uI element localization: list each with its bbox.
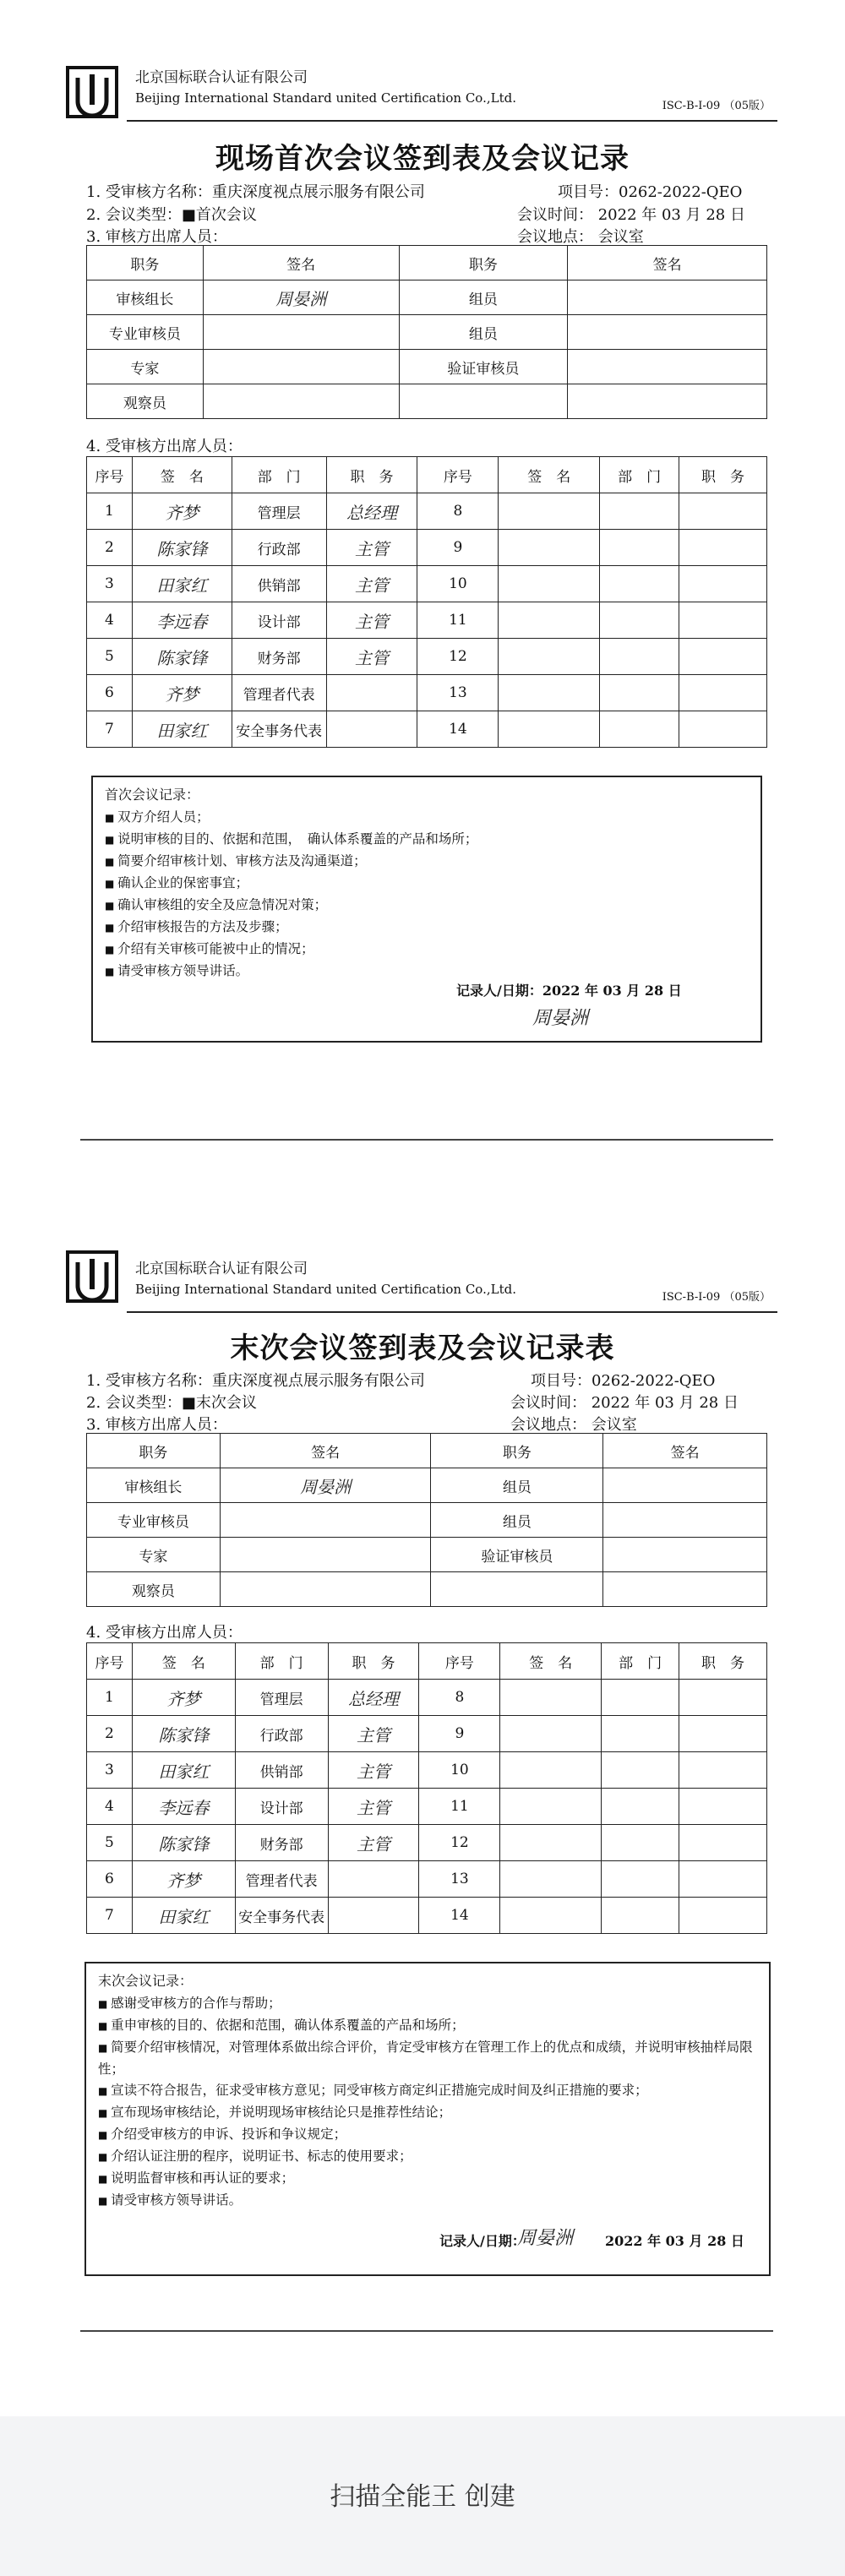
signature-cell: 陈家锋 <box>132 530 232 566</box>
list-item: ■ 介绍认证注册的程序，说明证书、标志的使用要求； <box>98 2146 769 2168</box>
list-item: ■ 简要介绍审核情况，对管理体系做出综合评价，肯定受审核方在管理工作上的优点和成绩，并说明审核抽样局限性； <box>98 2037 769 2080</box>
scanner-footer <box>0 2416 845 2576</box>
department-cell <box>600 711 679 748</box>
meeting-type-line <box>86 203 257 225</box>
attendee-table-header <box>87 457 767 493</box>
list-item: ■ 重申审核的目的、依据和范围，确认体系覆盖的产品和场所； <box>98 2015 769 2037</box>
meeting-record-box <box>84 1962 771 2276</box>
list-item: ■ 说明监督审核和再认证的要求； <box>98 2168 769 2190</box>
department-cell: 供销部 <box>235 1752 328 1789</box>
record-heading: 首次会议记录： <box>105 787 200 803</box>
meeting-time: 会议时间： 2022 年 03 月 28 日 <box>517 206 745 224</box>
department-cell: 行政部 <box>232 530 326 566</box>
table-row <box>87 384 767 419</box>
meeting-place: 会议地点： 会议室 <box>517 228 644 246</box>
title-cell: 主管 <box>328 1825 419 1861</box>
list-item: ■ 介绍审核报告的方法及步骤； <box>105 917 760 939</box>
title-cell <box>679 493 767 530</box>
signature-cell <box>220 1538 431 1572</box>
signature-cell <box>500 1825 602 1861</box>
signature-cell <box>568 280 767 315</box>
row-number: 11 <box>419 1789 500 1825</box>
col-header: 签 名 <box>132 1643 235 1680</box>
table-row <box>87 493 767 530</box>
meeting-record-box <box>91 776 762 1043</box>
signature-cell <box>203 315 399 350</box>
org-name-cn: 北京国标联合认证有限公司 <box>135 1261 308 1277</box>
department-cell <box>602 1861 679 1898</box>
row-number: 13 <box>417 675 499 711</box>
department-cell <box>600 602 679 639</box>
department-cell: 管理层 <box>235 1680 328 1716</box>
signature-cell <box>499 530 600 566</box>
signature-cell <box>499 675 600 711</box>
row-number: 9 <box>419 1716 500 1752</box>
signature-cell: 齐梦 <box>132 675 232 711</box>
scanner-brand: 扫描全能王 创建 <box>330 2482 515 2512</box>
meeting-type-label: 2. 会议类型： <box>86 206 182 224</box>
department-cell: 安全事务代表 <box>235 1898 328 1934</box>
department-cell: 财务部 <box>235 1825 328 1861</box>
department-cell <box>600 493 679 530</box>
signature-cell <box>603 1503 767 1538</box>
title-cell <box>679 1789 767 1825</box>
list-item: ■ 感谢受审核方的合作与帮助； <box>98 1993 769 2015</box>
row-number: 6 <box>87 1861 133 1898</box>
page-title: 末次会议签到表及会议记录表 <box>230 1332 615 1365</box>
table-row <box>87 1538 767 1572</box>
col-header: 签 名 <box>499 457 600 493</box>
table-row <box>87 639 767 675</box>
col-header: 签 名 <box>132 457 232 493</box>
role-cell: 观察员 <box>87 1572 221 1607</box>
record-list <box>86 1993 769 2212</box>
col-header: 职务 <box>431 1434 603 1468</box>
page-title: 现场首次会议签到表及会议记录 <box>215 142 630 176</box>
signature-cell: 周晏洲 <box>203 280 399 315</box>
signature-cell: 陈家锋 <box>132 639 232 675</box>
department-cell <box>602 1680 679 1716</box>
table-row <box>87 1468 767 1503</box>
row-number: 7 <box>87 1898 133 1934</box>
auditee-attendees-label: 4. 受审核方出席人员： <box>86 1624 243 1642</box>
title-cell <box>679 1825 767 1861</box>
auditor-table <box>86 1433 767 1607</box>
signature-cell <box>499 711 600 748</box>
title-cell: 总经理 <box>328 1680 419 1716</box>
row-number: 10 <box>417 566 499 602</box>
col-header: 部 门 <box>235 1643 328 1680</box>
col-header: 部 门 <box>232 457 326 493</box>
row-number: 4 <box>87 602 133 639</box>
role-cell: 专家 <box>87 1538 221 1572</box>
auditors-label: 3. 审核方出席人员： <box>86 228 227 246</box>
certification-logo-icon <box>66 1250 118 1303</box>
title-cell <box>679 639 767 675</box>
role-cell <box>431 1572 603 1607</box>
row-number: 8 <box>419 1680 500 1716</box>
row-number: 3 <box>87 1752 133 1789</box>
table-row <box>87 280 767 315</box>
department-cell <box>602 1752 679 1789</box>
project-number: 项目号：0262-2022-QEO <box>531 1372 716 1390</box>
department-cell: 供销部 <box>232 566 326 602</box>
list-item: ■ 请受审核方领导讲话。 <box>98 2190 769 2212</box>
signature-cell <box>603 1468 767 1503</box>
col-header: 职务 <box>87 246 204 280</box>
record-heading: 末次会议记录： <box>98 1973 194 1989</box>
row-number: 9 <box>417 530 499 566</box>
table-row <box>87 1861 767 1898</box>
attendee-table-header <box>87 1643 767 1680</box>
attendee-table <box>86 456 767 748</box>
auditee-name: 重庆深度视点展示服务有限公司 <box>211 183 425 201</box>
page-bottom-rule <box>80 2330 773 2332</box>
role-cell: 审核组长 <box>87 280 204 315</box>
signature-cell <box>499 493 600 530</box>
row-number: 14 <box>419 1898 500 1934</box>
recorder-date: 2022 年 03 月 28 日 <box>605 2233 744 2249</box>
role-cell: 组员 <box>399 315 568 350</box>
page-bottom-rule <box>80 1139 773 1141</box>
meeting-time: 会议时间： 2022 年 03 月 28 日 <box>510 1394 739 1412</box>
department-cell <box>600 675 679 711</box>
department-cell: 设计部 <box>235 1789 328 1825</box>
list-item: ■ 说明审核的目的、依据和范围， 确认体系覆盖的产品和场所； <box>105 829 760 851</box>
auditee-label: 1. 受审核方名称： <box>86 1372 212 1390</box>
meeting-type: ■首次会议 <box>181 206 257 224</box>
signature-cell: 李远春 <box>132 1789 235 1825</box>
org-name-en: Beijing International Standard united Certification Co.,Ltd. <box>135 90 516 106</box>
org-name-cn: 北京国标联合认证有限公司 <box>135 69 308 86</box>
title-cell <box>679 566 767 602</box>
signature-cell <box>568 384 767 419</box>
title-cell <box>328 1898 419 1934</box>
table-row <box>87 711 767 748</box>
row-number: 1 <box>87 1680 133 1716</box>
auditor-table-header <box>87 1434 767 1468</box>
signature-cell <box>568 350 767 384</box>
department-cell: 安全事务代表 <box>232 711 326 748</box>
signature-cell <box>500 1861 602 1898</box>
auditee-attendees-label: 4. 受审核方出席人员： <box>86 438 243 455</box>
auditee-line <box>86 1369 425 1391</box>
table-row <box>87 1789 767 1825</box>
department-cell: 管理者代表 <box>235 1861 328 1898</box>
meeting-place: 会议地点： 会议室 <box>510 1416 637 1434</box>
signature-cell <box>568 315 767 350</box>
department-cell <box>602 1898 679 1934</box>
table-row <box>87 1680 767 1716</box>
row-number: 3 <box>87 566 133 602</box>
role-cell: 专业审核员 <box>87 1503 221 1538</box>
first-meeting-page <box>0 0 845 1174</box>
auditor-table <box>86 245 767 419</box>
row-number: 5 <box>87 1825 133 1861</box>
role-cell: 组员 <box>431 1503 603 1538</box>
list-item: ■ 宣读不符合报告，征求受审核方意见；同受审核方商定纠正措施完成时间及纠正措施的要求； <box>98 2080 769 2102</box>
role-cell: 专家 <box>87 350 204 384</box>
title-cell <box>328 1861 419 1898</box>
department-cell <box>602 1825 679 1861</box>
role-cell: 验证审核员 <box>399 350 568 384</box>
col-header: 签名 <box>220 1434 431 1468</box>
col-header: 职 务 <box>679 457 767 493</box>
col-header: 部 门 <box>600 457 679 493</box>
table-row <box>87 1572 767 1607</box>
attendee-table <box>86 1642 767 1934</box>
title-cell <box>326 675 417 711</box>
recorder-signature: 周晏洲 <box>532 1008 589 1029</box>
department-cell: 财务部 <box>232 639 326 675</box>
list-item: ■ 介绍有关审核可能被中止的情况； <box>105 939 760 961</box>
row-number: 1 <box>87 493 133 530</box>
col-header: 职 务 <box>328 1643 419 1680</box>
row-number: 10 <box>419 1752 500 1789</box>
col-header: 序号 <box>87 457 133 493</box>
signature-cell: 陈家锋 <box>132 1716 235 1752</box>
department-cell: 行政部 <box>235 1716 328 1752</box>
signature-cell <box>500 1716 602 1752</box>
signature-cell <box>603 1572 767 1607</box>
title-cell <box>679 1752 767 1789</box>
role-cell: 观察员 <box>87 384 204 419</box>
auditee-name: 重庆深度视点展示服务有限公司 <box>211 1372 425 1390</box>
col-header: 签名 <box>568 246 767 280</box>
title-cell: 主管 <box>328 1716 419 1752</box>
signature-cell: 田家红 <box>132 1752 235 1789</box>
signature-cell <box>603 1538 767 1572</box>
department-cell: 设计部 <box>232 602 326 639</box>
title-cell: 主管 <box>328 1789 419 1825</box>
signature-cell: 齐梦 <box>132 493 232 530</box>
signature-cell <box>220 1572 431 1607</box>
signature-cell: 田家红 <box>132 1898 235 1934</box>
table-row <box>87 1825 767 1861</box>
col-header: 签名 <box>203 246 399 280</box>
department-cell <box>602 1789 679 1825</box>
col-header: 职务 <box>87 1434 221 1468</box>
title-cell: 主管 <box>328 1752 419 1789</box>
title-cell <box>679 1861 767 1898</box>
signature-cell <box>220 1503 431 1538</box>
table-row <box>87 1898 767 1934</box>
col-header: 签名 <box>603 1434 767 1468</box>
row-number: 2 <box>87 1716 133 1752</box>
certification-logo-icon <box>66 66 118 118</box>
department-cell <box>600 566 679 602</box>
department-cell: 管理层 <box>232 493 326 530</box>
department-cell: 管理者代表 <box>232 675 326 711</box>
signature-cell: 陈家锋 <box>132 1825 235 1861</box>
org-name <box>135 1259 516 1299</box>
table-row <box>87 315 767 350</box>
col-header: 序号 <box>417 457 499 493</box>
row-number: 6 <box>87 675 133 711</box>
col-header: 职 务 <box>326 457 417 493</box>
col-header: 序号 <box>87 1643 133 1680</box>
org-name-en: Beijing International Standard united Certification Co.,Ltd. <box>135 1282 516 1297</box>
table-row <box>87 1503 767 1538</box>
signature-cell <box>500 1789 602 1825</box>
row-number: 13 <box>419 1861 500 1898</box>
recorder-date: 记录人/日期：2022 年 03 月 28 日 <box>456 983 682 999</box>
signature-cell <box>203 350 399 384</box>
table-row <box>87 602 767 639</box>
role-cell: 审核组长 <box>87 1468 221 1503</box>
meeting-type-line <box>86 1391 257 1413</box>
list-item: ■ 介绍受审核方的申诉、投诉和争议规定； <box>98 2124 769 2146</box>
title-cell: 主管 <box>326 639 417 675</box>
auditee-label: 1. 受审核方名称： <box>86 183 212 201</box>
title-cell <box>679 1680 767 1716</box>
col-header: 职 务 <box>679 1643 767 1680</box>
row-number: 7 <box>87 711 133 748</box>
title-cell: 主管 <box>326 530 417 566</box>
list-item: ■ 确认审核组的安全及应急情况对策； <box>105 895 760 917</box>
signature-cell: 齐梦 <box>132 1861 235 1898</box>
list-item: ■ 双方介绍人员； <box>105 807 760 829</box>
department-cell <box>600 639 679 675</box>
recorder-label: 记录人/日期： <box>439 2233 526 2249</box>
auditors-label: 3. 审核方出席人员： <box>86 1416 227 1434</box>
org-name <box>135 68 516 108</box>
role-cell: 组员 <box>399 280 568 315</box>
signature-cell: 周晏洲 <box>220 1468 431 1503</box>
signature-cell <box>499 602 600 639</box>
title-cell: 主管 <box>326 566 417 602</box>
signature-cell: 李远春 <box>132 602 232 639</box>
last-meeting-page <box>0 1217 845 2366</box>
signature-cell <box>499 639 600 675</box>
title-cell: 主管 <box>326 602 417 639</box>
signature-cell: 齐梦 <box>132 1680 235 1716</box>
recorder-signature: 周晏洲 <box>517 2228 574 2249</box>
title-cell <box>679 1716 767 1752</box>
signature-cell <box>499 566 600 602</box>
signature-cell: 田家红 <box>132 711 232 748</box>
title-cell <box>679 1898 767 1934</box>
table-row <box>87 566 767 602</box>
list-item: ■ 宣布现场审核结论，并说明现场审核结论只是推荐性结论； <box>98 2102 769 2124</box>
col-header: 部 门 <box>602 1643 679 1680</box>
table-row <box>87 1716 767 1752</box>
department-cell <box>600 530 679 566</box>
page-gap <box>0 1174 845 1217</box>
row-number: 12 <box>417 639 499 675</box>
col-header: 序号 <box>419 1643 500 1680</box>
doc-number: ISC-B-I-09 （05版） <box>662 1291 771 1304</box>
row-number: 2 <box>87 530 133 566</box>
signature-cell <box>500 1898 602 1934</box>
role-cell: 组员 <box>431 1468 603 1503</box>
role-cell: 验证审核员 <box>431 1538 603 1572</box>
table-row <box>87 350 767 384</box>
signature-cell <box>500 1680 602 1716</box>
meeting-type: ■末次会议 <box>181 1394 257 1412</box>
title-cell <box>326 711 417 748</box>
auditor-table-header <box>87 246 767 280</box>
list-item: ■ 简要介绍审核计划、审核方法及沟通渠道； <box>105 851 760 873</box>
auditee-line <box>86 180 425 202</box>
row-number: 12 <box>419 1825 500 1861</box>
signature-cell <box>203 384 399 419</box>
row-number: 14 <box>417 711 499 748</box>
signature-cell: 田家红 <box>132 566 232 602</box>
title-cell <box>679 675 767 711</box>
record-list <box>93 807 760 983</box>
project-number: 项目号：0262-2022-QEO <box>558 183 743 201</box>
list-item: ■ 请受审核方领导讲话。 <box>105 961 760 983</box>
meeting-type-label: 2. 会议类型： <box>86 1394 182 1412</box>
role-cell <box>399 384 568 419</box>
signature-cell <box>500 1752 602 1789</box>
header-rule <box>127 1311 777 1313</box>
col-header: 职务 <box>399 246 568 280</box>
role-cell: 专业审核员 <box>87 315 204 350</box>
department-cell <box>602 1716 679 1752</box>
header-rule <box>127 120 777 122</box>
row-number: 4 <box>87 1789 133 1825</box>
table-row <box>87 530 767 566</box>
row-number: 5 <box>87 639 133 675</box>
table-row <box>87 1752 767 1789</box>
doc-number: ISC-B-I-09 （05版） <box>662 100 771 112</box>
title-cell <box>679 530 767 566</box>
title-cell <box>679 602 767 639</box>
title-cell: 总经理 <box>326 493 417 530</box>
col-header: 签 名 <box>500 1643 602 1680</box>
table-row <box>87 675 767 711</box>
row-number: 11 <box>417 602 499 639</box>
list-item: ■ 确认企业的保密事宜； <box>105 873 760 895</box>
title-cell <box>679 711 767 748</box>
row-number: 8 <box>417 493 499 530</box>
